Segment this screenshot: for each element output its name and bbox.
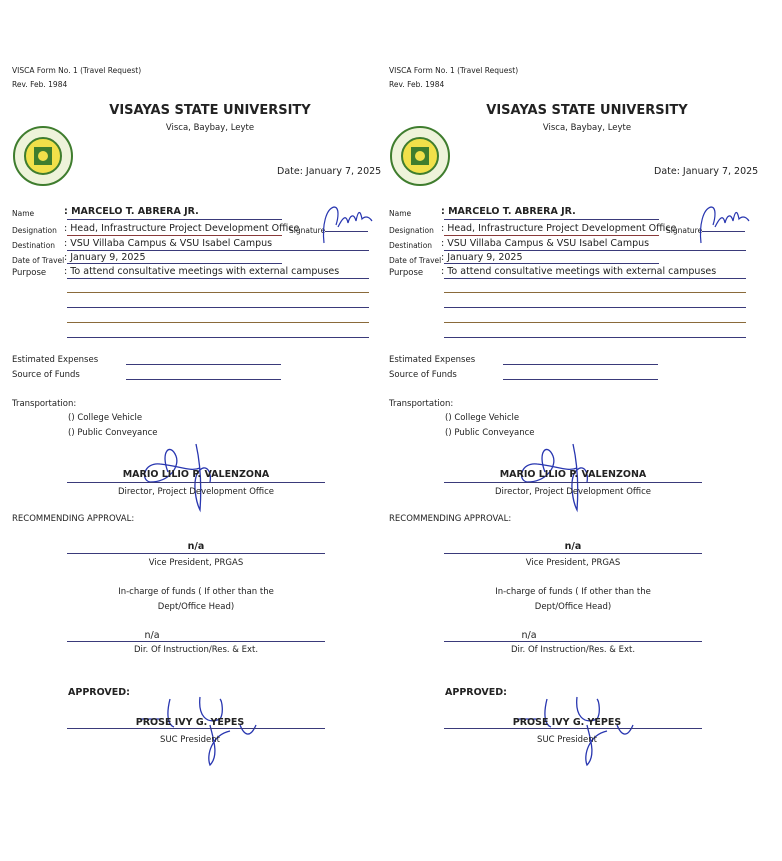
designation-label: Designation [12, 226, 57, 235]
date-of-travel-label: Date of Travel [389, 256, 442, 265]
university-seal-icon [12, 125, 74, 187]
director-name: MARIO LILIO P. VALENZONA [499, 469, 647, 480]
president-name: PROSE IVY G. YEPES [512, 717, 622, 728]
recommending-approval-label: RECOMMENDING APPROVAL: [12, 514, 135, 524]
revision: Rev. Feb. 1984 [389, 80, 445, 89]
approved-label: APPROVED: [68, 687, 130, 698]
name-label: Name [12, 209, 35, 218]
destination-value: : VSU Villaba Campus & VSU Isabel Campus [64, 238, 273, 249]
incharge-line-2: Dept/Office Head) [157, 602, 235, 612]
president-signature [517, 695, 637, 767]
university-title: VISAYAS STATE UNIVERSITY [486, 103, 688, 118]
travel-request-form [0, 0, 380, 861]
president-name: PROSE IVY G. YEPES [135, 717, 245, 728]
name-value: : MARCELO T. ABRERA JR. [441, 206, 576, 217]
destination-label: Destination [389, 241, 433, 250]
transportation-label: Transportation: [12, 399, 77, 409]
signature-label: Signature [289, 226, 326, 235]
form-number: VISCA Form No. 1 (Travel Request) [389, 66, 519, 75]
vp-title: Vice President, PRGAS [525, 558, 621, 568]
estimated-expenses-label: Estimated Expenses [389, 355, 476, 365]
president-title: SUC President [537, 735, 597, 745]
designation-label: Designation [389, 226, 434, 235]
university-title: VISAYAS STATE UNIVERSITY [109, 103, 311, 118]
requester-signature [320, 205, 375, 245]
signature-label: Signature [666, 226, 703, 235]
director-title: Director, Project Development Office [494, 487, 652, 497]
option-college-vehicle: () College Vehicle [445, 413, 520, 423]
source-of-funds-label: Source of Funds [12, 370, 80, 380]
dir-instruction-name: n/a [521, 630, 537, 641]
vp-name: n/a [564, 541, 582, 552]
purpose-label: Purpose [12, 268, 47, 278]
vp-name: n/a [187, 541, 205, 552]
purpose-value: : To attend consultative meetings with external campuses [64, 266, 340, 277]
dir-instruction-title: Dir. Of Instruction/Res. & Ext. [510, 645, 636, 655]
name-label: Name [389, 209, 412, 218]
dir-instruction-title: Dir. Of Instruction/Res. & Ext. [133, 645, 259, 655]
destination-value: : VSU Villaba Campus & VSU Isabel Campus [441, 238, 650, 249]
designation-value: : Head, Infrastructure Project Development Office [64, 223, 300, 234]
option-public-conveyance: () Public Conveyance [445, 428, 535, 438]
purpose-label: Purpose [389, 268, 424, 278]
university-address: Visca, Baybay, Leyte [165, 123, 255, 133]
date-of-travel-label: Date of Travel [12, 256, 65, 265]
option-college-vehicle: () College Vehicle [68, 413, 143, 423]
estimated-expenses-label: Estimated Expenses [12, 355, 99, 365]
date-of-travel-value: : January 9, 2025 [64, 252, 146, 263]
approved-label: APPROVED: [445, 687, 507, 698]
form-number: VISCA Form No. 1 (Travel Request) [12, 66, 142, 75]
university-seal-icon [389, 125, 451, 187]
transportation-label: Transportation: [389, 399, 454, 409]
source-of-funds-label: Source of Funds [389, 370, 457, 380]
travel-request-form [377, 0, 757, 861]
incharge-line-2: Dept/Office Head) [534, 602, 612, 612]
request-date: Date: January 7, 2025 [277, 166, 382, 177]
recommending-approval-label: RECOMMENDING APPROVAL: [389, 514, 512, 524]
university-address: Visca, Baybay, Leyte [542, 123, 632, 133]
dir-instruction-name: n/a [144, 630, 160, 641]
incharge-line-1: In-charge of funds ( If other than the [495, 587, 651, 597]
director-name: MARIO LILIO P. VALENZONA [122, 469, 270, 480]
director-title: Director, Project Development Office [117, 487, 275, 497]
president-title: SUC President [160, 735, 220, 745]
date-of-travel-value: : January 9, 2025 [441, 252, 523, 263]
purpose-value: : To attend consultative meetings with external campuses [441, 266, 717, 277]
incharge-line-1: In-charge of funds ( If other than the [118, 587, 274, 597]
request-date: Date: January 7, 2025 [654, 166, 759, 177]
vp-title: Vice President, PRGAS [148, 558, 244, 568]
designation-value: : Head, Infrastructure Project Development Office [441, 223, 677, 234]
name-value: : MARCELO T. ABRERA JR. [64, 206, 199, 217]
revision: Rev. Feb. 1984 [12, 80, 68, 89]
destination-label: Destination [12, 241, 56, 250]
requester-signature [697, 205, 752, 245]
president-signature [140, 695, 260, 767]
option-public-conveyance: () Public Conveyance [68, 428, 158, 438]
